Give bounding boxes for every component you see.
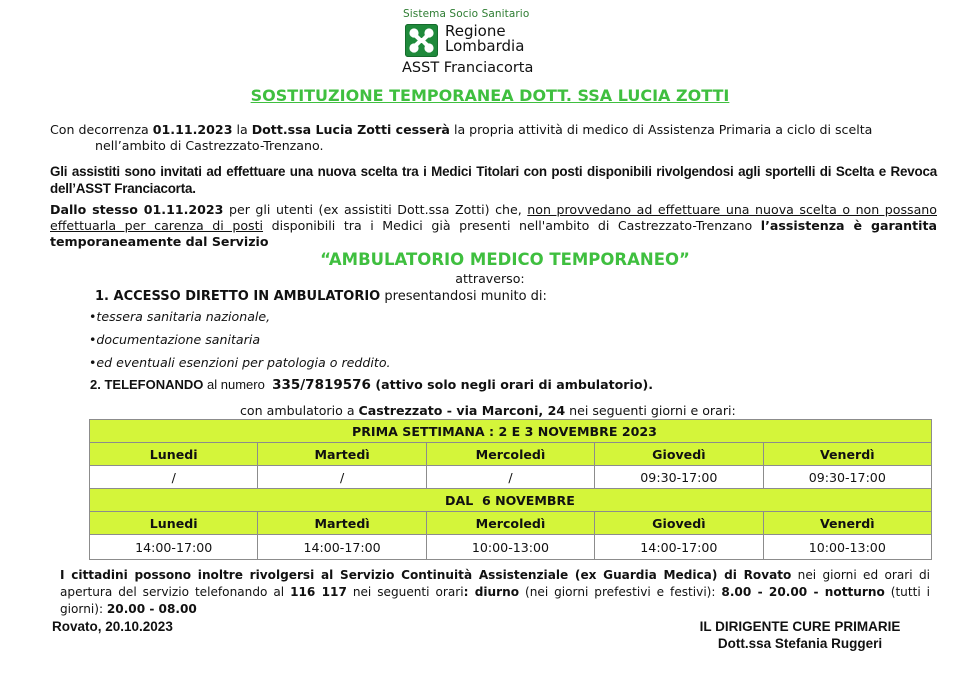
phone-label: 2. TELEFONANDO xyxy=(90,377,204,392)
text: per gli utenti (ex assistiti Dott.ssa Zotti) che, xyxy=(223,202,528,217)
effective-date: 01.11.2023 xyxy=(152,122,233,137)
day-header: Lunedi xyxy=(90,512,258,535)
bullet-item: •tessera sanitaria nazionale, xyxy=(89,309,271,324)
text: (tutti i giorni): xyxy=(60,585,931,616)
continuity-service: I cittadini possono inoltre rivolgersi al Servizio Continuità Assistenziale (ex Guardia Medica) di Rovato xyxy=(60,568,792,582)
day-header: Venerdì xyxy=(763,512,931,535)
signatory-role: IL DIRIGENTE CURE PRIMARIE xyxy=(699,619,901,634)
days-header-row xyxy=(90,512,932,535)
clinic-address: Castrezzato - via Marconi, 24 xyxy=(358,403,566,418)
day-header: Mercoledì xyxy=(426,512,594,535)
phone-number: 335/7819576 xyxy=(272,377,371,393)
logo-region-line2: Lombardia xyxy=(445,37,525,55)
access-label: 1. ACCESSO DIRETTO IN AMBULATORIO xyxy=(95,289,381,304)
week-label-text: DAL 6 NOVEMBRE xyxy=(445,492,575,508)
bullet-item: •ed eventuali esenzioni per patologia o reddito. xyxy=(89,355,391,370)
text: (nei giorni prefestivi e festivi): xyxy=(519,585,722,599)
logo-system-text: Sistema Socio Sanitario xyxy=(403,8,530,20)
underlined-text: non provvedano ad effettuare una nuova scelta o non possano effettuarla per carenza di posti xyxy=(50,202,937,233)
hours-cell: 10:00-13:00 xyxy=(426,535,594,560)
signatory-name: Dott.ssa Stefania Ruggeri xyxy=(717,636,883,651)
continuity-phone: 116 117 xyxy=(290,585,347,599)
text: presentandosi munito di: xyxy=(380,289,547,304)
text: nei seguenti orari xyxy=(346,585,464,599)
doctor-name: Dott.ssa Lucia Zotti cesserà xyxy=(251,122,450,137)
week-row xyxy=(90,420,932,443)
paragraph-effective-date xyxy=(50,122,937,154)
paragraph-new-choice: Gli assistiti sono invitati ad effettuare una nuova scelta tra i Medici Titolari con posti disponibili rivolgendosi agli sportelli di Scelta e Revoca dell’ASST Franciacorta. xyxy=(50,164,937,196)
days-header-row xyxy=(90,443,932,466)
text: la propria attività di medico di Assistenza Primaria a ciclo di scelta xyxy=(449,122,873,137)
service-guarantee: l’assistenza è garantita temporaneamente dal Servizio xyxy=(50,218,937,249)
day-header: Mercoledì xyxy=(426,443,594,466)
text: la xyxy=(232,122,252,137)
day-header: Giovedì xyxy=(595,443,763,466)
phone-note: (attivo solo negli orari di ambulatorio). xyxy=(370,377,654,392)
logo-region-line1: Regione xyxy=(445,22,506,40)
phone-item xyxy=(90,377,653,393)
schedule-table xyxy=(89,419,932,560)
week-label xyxy=(90,420,932,443)
hours-cell: 10:00-13:00 xyxy=(763,535,931,560)
night-hours: 20.00 - 08.00 xyxy=(106,602,197,616)
continuity-paragraph xyxy=(60,567,930,618)
bullet-item: •documentazione sanitaria xyxy=(89,332,261,347)
week-label xyxy=(90,489,932,512)
week-row xyxy=(90,489,932,512)
text: con ambulatorio a xyxy=(240,403,359,418)
day-header: Martedì xyxy=(258,512,426,535)
text: nell’ambito di Castrezzato-Trenzano. xyxy=(95,138,324,153)
day-header: Lunedi xyxy=(90,443,258,466)
day-header: Giovedì xyxy=(595,512,763,535)
text: Con decorrenza xyxy=(50,122,153,137)
text: disponibili tra i Medici già presenti nell'ambito di Castrezzato-Trenzano xyxy=(263,218,761,233)
hours-cell: 14:00-17:00 xyxy=(258,535,426,560)
hours-row xyxy=(90,466,932,489)
text: nei giorni ed orari di apertura del servizio telefonando al xyxy=(60,568,930,599)
text: nei seguenti giorni e orari: xyxy=(565,403,736,418)
service-name: “AMBULATORIO MEDICO TEMPORANEO” xyxy=(320,250,690,269)
location-line xyxy=(240,403,736,418)
service-start-date: Dallo stesso 01.11.2023 xyxy=(50,202,224,217)
hours-cell: 09:30-17:00 xyxy=(763,466,931,489)
paragraph-service xyxy=(50,202,937,250)
text: al numero xyxy=(203,377,273,392)
day-hours: 8.00 - 20.00 - notturno xyxy=(721,585,885,599)
access-item xyxy=(95,289,547,304)
hours-cell: / xyxy=(258,466,426,489)
logo-asst: ASST Franciacorta xyxy=(402,60,534,76)
hours-cell: 14:00-17:00 xyxy=(595,535,763,560)
day-label: : diurno xyxy=(463,585,520,599)
through-label: attraverso: xyxy=(455,271,525,286)
place-date: Rovato, 20.10.2023 xyxy=(52,619,173,634)
hours-row xyxy=(90,535,932,560)
week-label-text: PRIMA SETTIMANA : 2 E 3 NOVEMBRE 2023 xyxy=(352,423,657,439)
hours-cell: 14:00-17:00 xyxy=(90,535,258,560)
hours-cell: / xyxy=(90,466,258,489)
hours-cell: 09:30-17:00 xyxy=(595,466,763,489)
day-header: Venerdì xyxy=(763,443,931,466)
page-title: SOSTITUZIONE TEMPORANEA DOTT. SSA LUCIA ZOTTI xyxy=(250,86,730,105)
hours-cell: / xyxy=(426,466,594,489)
lombardy-rose-icon xyxy=(405,24,438,57)
day-header: Martedì xyxy=(258,443,426,466)
